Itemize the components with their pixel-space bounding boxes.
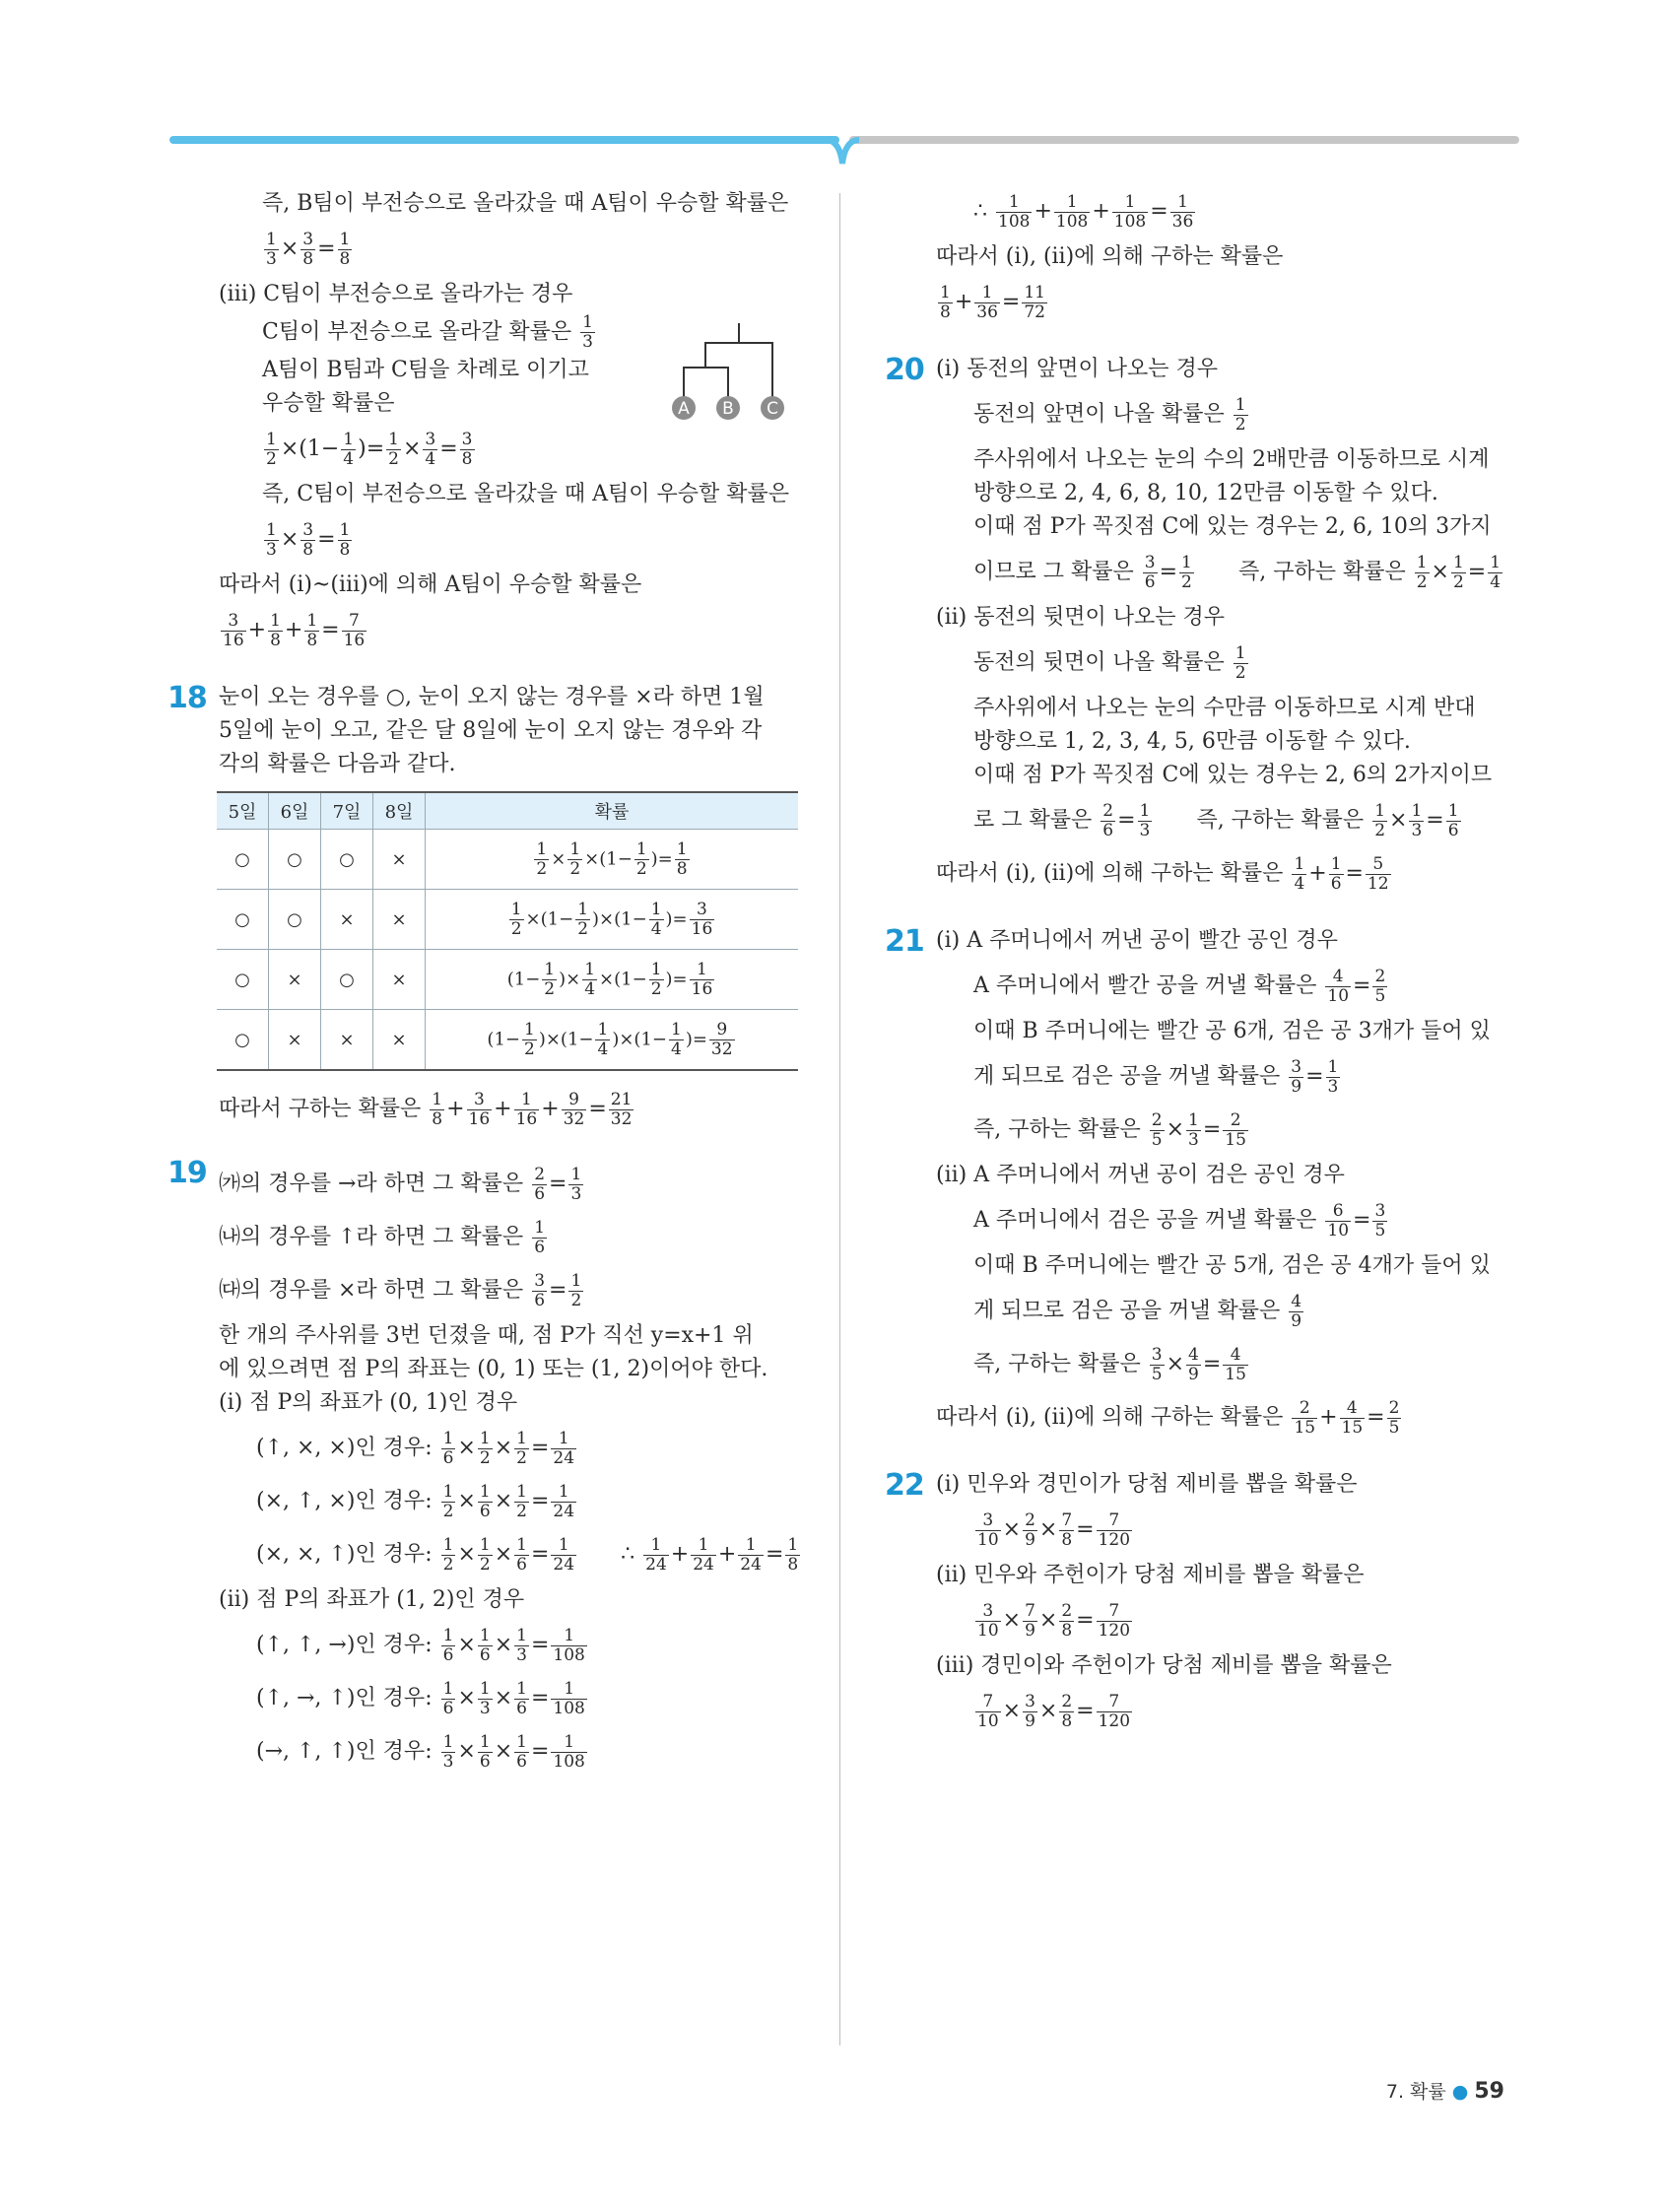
math-line: $\frac{1}{2}$ ×(1− $\frac{1}{4}$ )= $\frac{1}{2}$ × $\frac{3}{4}$ = $\frac{3}{8}$ xyxy=(266,429,473,469)
text-line: 눈이 오는 경우를 ○, 눈이 오지 않는 경우를 ×라 하면 1월 xyxy=(219,685,765,709)
text-line: 따라서 (ⅰ), (ⅱ)에 의해 구하는 확률은 xyxy=(936,244,1284,269)
question-number: 18 xyxy=(167,681,207,715)
math-line: (↑, →, ↑)인 경우: $\frac{1}{6}$ × $\frac{1}{3}$ × $\frac{1}{6}$ = $\frac{1}{108}$ xyxy=(256,1678,585,1718)
math-line: $\frac{7}{10}$ × $\frac{3}{9}$ × $\frac{2}{8}$ = $\frac{7}{120}$ xyxy=(977,1691,1131,1731)
math-line: $\frac{1}{3}$ × $\frac{3}{8}$ = $\frac{1}{8}$ xyxy=(266,229,351,269)
table-cell: × xyxy=(373,890,426,950)
math-line: 따라서 (ⅰ), (ⅱ)에 의해 구하는 확률은 $\frac{2}{15}$ + $\frac{4}{15}$ = $\frac{2}{5}$ xyxy=(936,1397,1400,1438)
text-line: 방향으로 1, 2, 3, 4, 5, 6만큼 이동할 수 있다. xyxy=(973,729,1411,754)
case-iii-block xyxy=(219,313,810,419)
question-number: 22 xyxy=(885,1468,924,1503)
text-line: 주사위에서 나오는 눈의 수의 2배만큼 이동하므로 시계 xyxy=(973,447,1490,472)
tournament-bracket-diagram xyxy=(664,313,792,432)
text-line: 한 개의 주사위를 3번 던졌을 때, 점 P가 직선 y=x+1 위 xyxy=(219,1323,754,1348)
math-line: 동전의 앞면이 나올 확률은 $\frac{1}{2}$ xyxy=(973,394,1246,435)
math-line: 이므로 그 확률은 $\frac{3}{6}$ = $\frac{1}{2}$ xyxy=(973,552,1192,592)
text-line: 즉, B팀이 부전승으로 올라갔을 때 A팀이 우승할 확률은 xyxy=(262,191,789,216)
math-line: ㈏의 경우를 ↑라 하면 그 확률은 $\frac{1}{6}$ xyxy=(219,1217,546,1257)
bullet-icon: ● xyxy=(1451,2081,1469,2103)
table-cell: × xyxy=(321,890,373,950)
column-divider xyxy=(839,193,840,2045)
text-line: (ⅲ) 경민이와 주헌이가 당첨 제비를 뽑을 확률은 xyxy=(936,1653,1392,1678)
math-line: (↑, ↑, →)인 경우: $\frac{1}{6}$ × $\frac{1}{6}$ × $\frac{1}{3}$ = $\frac{1}{108}$ xyxy=(256,1625,585,1665)
text-line: 주사위에서 나오는 눈의 수만큼 이동하므로 시계 반대 xyxy=(973,696,1476,720)
text-line: 방향으로 2, 4, 6, 8, 10, 12만큼 이동할 수 있다. xyxy=(973,481,1438,505)
text-line: C팀이 부전승으로 올라갈 확률은 $\frac{1}{3}$ xyxy=(262,312,593,352)
math-line: ∴ $\frac{1}{108}$ + $\frac{1}{108}$ + $\frac{1}{108}$ = $\frac{1}{36}$ xyxy=(973,191,1194,232)
math-line: A 주머니에서 빨간 공을 꺼낼 확률은 $\frac{4}{10}$ = $\frac{2}{5}$ xyxy=(973,966,1386,1006)
diagram-label-c: C xyxy=(767,399,778,419)
math-line: ∴ $\frac{1}{24}$ + $\frac{1}{24}$ + $\frac{1}{24}$ = $\frac{1}{8}$ xyxy=(621,1534,799,1575)
table-cell: ○ xyxy=(217,1010,269,1071)
page-footer xyxy=(1386,2077,1504,2104)
question-22 xyxy=(885,1468,1527,1738)
table-cell: × xyxy=(373,950,426,1010)
question-18 xyxy=(167,681,810,1136)
table-cell: ○ xyxy=(321,950,373,1010)
text-line: (ⅲ) C팀이 부전승으로 올라가는 경우 xyxy=(219,282,573,306)
table-header: 6일 xyxy=(269,792,321,830)
math-line: ㈐의 경우를 ×라 하면 그 확률은 $\frac{3}{6}$ = $\frac{1}{2}$ xyxy=(219,1270,582,1310)
table-cell: × xyxy=(269,1010,321,1071)
table-header: 7일 xyxy=(321,792,373,830)
text-line: (ⅱ) 동전의 뒷면이 나오는 경우 xyxy=(936,605,1225,630)
text-line: 우승할 확률은 xyxy=(262,391,395,416)
question-20 xyxy=(885,353,1527,901)
math-line: 즉, 구하는 확률은 $\frac{3}{5}$ × $\frac{4}{9}$ = $\frac{4}{15}$ xyxy=(973,1344,1246,1384)
text-line: (ⅱ) A 주머니에서 꺼낸 공이 검은 공인 경우 xyxy=(936,1163,1345,1187)
text-line: 이때 점 P가 꼭짓점 C에 있는 경우는 2, 6의 2가지이므 xyxy=(973,763,1493,787)
table-row xyxy=(217,890,798,950)
table-cell: × xyxy=(321,1010,373,1071)
table-row xyxy=(217,950,798,1010)
math-line: (×, ×, ↑)인 경우: $\frac{1}{2}$ × $\frac{1}{2}$ × $\frac{1}{6}$ = $\frac{1}{24}$ xyxy=(256,1534,575,1575)
math-line: $\frac{3}{10}$ × $\frac{7}{9}$ × $\frac{2}{8}$ = $\frac{7}{120}$ xyxy=(977,1600,1131,1641)
top-bar-notch xyxy=(826,136,859,166)
math-line: 동전의 뒷면이 나올 확률은 $\frac{1}{2}$ xyxy=(973,642,1246,683)
question-19 xyxy=(167,1156,810,1778)
table-cell-probability: $\frac{1}{2}$ × $\frac{1}{2}$ ×(1− $\frac{1}{2}$ )= $\frac{1}{8}$ xyxy=(426,830,799,890)
math-line: $\frac{3}{16}$ + $\frac{1}{8}$ + $\frac{1}{8}$ = $\frac{7}{16}$ xyxy=(223,610,366,650)
table-cell: ○ xyxy=(217,890,269,950)
page-number: 59 xyxy=(1474,2079,1504,2104)
math-line: ㈎의 경우를 →라 하면 그 확률은 $\frac{2}{6}$ = $\frac{1}{3}$ xyxy=(219,1164,582,1204)
top-bar-right xyxy=(849,136,1519,144)
text-line: 각의 확률은 다음과 같다. xyxy=(219,752,456,776)
text-line: 이때 B 주머니에는 빨간 공 6개, 검은 공 3개가 들어 있 xyxy=(973,1019,1491,1043)
table-cell: ○ xyxy=(217,950,269,1010)
text-line: 이때 B 주머니에는 빨간 공 5개, 검은 공 4개가 들어 있 xyxy=(973,1253,1491,1278)
left-column xyxy=(167,185,810,1778)
table-header: 5일 xyxy=(217,792,269,830)
top-bar-left xyxy=(169,136,839,144)
math-line: 즉, 구하는 확률은 $\frac{1}{2}$ × $\frac{1}{3}$ = $\frac{1}{6}$ xyxy=(1196,800,1459,840)
text-line: (ⅰ) A 주머니에서 꺼낸 공이 빨간 공인 경우 xyxy=(936,928,1338,953)
table-header: 확률 xyxy=(426,792,799,830)
text-line: (ⅱ) 민우와 주헌이가 당첨 제비를 뽑을 확률은 xyxy=(936,1563,1365,1587)
question-number: 21 xyxy=(885,924,924,959)
text-line: (ⅰ) 점 P의 좌표가 (0, 1)인 경우 xyxy=(219,1390,518,1415)
text-line: 5일에 눈이 오고, 같은 달 8일에 눈이 오지 않는 경우와 각 xyxy=(219,718,763,743)
question-21 xyxy=(885,924,1527,1444)
table-cell-probability: (1− $\frac{1}{2}$ )×(1− $\frac{1}{4}$ )×(1− $\frac{1}{4}$ )= $\frac{9}{32}$ xyxy=(426,1010,799,1071)
text-line: 즉, C팀이 부전승으로 올라갔을 때 A팀이 우승할 확률은 xyxy=(262,482,789,506)
math-line: $\frac{1}{8}$ + $\frac{1}{36}$ = $\frac{11}{72}$ xyxy=(940,282,1045,322)
diagram-label-a: A xyxy=(678,399,690,419)
math-line: (↑, ×, ×)인 경우: $\frac{1}{6}$ × $\frac{1}{2}$ × $\frac{1}{2}$ = $\frac{1}{24}$ xyxy=(256,1428,575,1468)
table-row xyxy=(217,1010,798,1071)
math-line: A 주머니에서 검은 공을 꺼낼 확률은 $\frac{6}{10}$ = $\frac{3}{5}$ xyxy=(973,1200,1386,1240)
math-line: 따라서 (ⅰ), (ⅱ)에 의해 구하는 확률은 $\frac{1}{4}$ + $\frac{1}{6}$ = $\frac{5}{12}$ xyxy=(936,853,1389,894)
math-line: 게 되므로 검은 공을 꺼낼 확률은 $\frac{3}{9}$ = $\frac{1}{3}$ xyxy=(973,1056,1339,1097)
table-cell: ○ xyxy=(269,830,321,890)
diagram-label-b: B xyxy=(722,399,734,419)
text-line: 에 있으려면 점 P의 좌표는 (0, 1) 또는 (1, 2)이어야 한다. xyxy=(219,1357,768,1381)
right-column xyxy=(885,185,1527,1738)
math-line: (×, ↑, ×)인 경우: $\frac{1}{2}$ × $\frac{1}{6}$ × $\frac{1}{2}$ = $\frac{1}{24}$ xyxy=(256,1481,575,1521)
text-line: 따라서 (ⅰ)~(ⅲ)에 의해 A팀이 우승할 확률은 xyxy=(219,572,642,597)
math-line: 따라서 구하는 확률은 $\frac{1}{8}$ + $\frac{3}{16}$ + $\frac{1}{16}$ + $\frac{9}{32}$ = $\frac{21}{32}$ xyxy=(219,1089,633,1129)
table-cell: × xyxy=(269,950,321,1010)
math-line: 즉, 구하는 확률은 $\frac{2}{5}$ × $\frac{1}{3}$ = $\frac{2}{15}$ xyxy=(973,1109,1246,1150)
table-cell: × xyxy=(373,830,426,890)
text-line: (ⅰ) 민우와 경민이가 당첨 제비를 뽑을 확률은 xyxy=(936,1472,1358,1497)
text-line: A팀이 B팀과 C팀을 차례로 이기고 xyxy=(262,358,589,382)
table-header-row xyxy=(217,792,798,830)
question-number: 20 xyxy=(885,353,924,387)
probability-table xyxy=(217,791,798,1071)
question-number: 19 xyxy=(167,1156,207,1190)
table-cell-probability: (1− $\frac{1}{2}$ )× $\frac{1}{4}$ ×(1− $\frac{1}{2}$ )= $\frac{1}{16}$ xyxy=(426,950,799,1010)
math-line: (→, ↑, ↑)인 경우: $\frac{1}{3}$ × $\frac{1}{6}$ × $\frac{1}{6}$ = $\frac{1}{108}$ xyxy=(256,1731,585,1772)
table-cell: × xyxy=(373,1010,426,1071)
table-cell: ○ xyxy=(321,830,373,890)
text-line: 이때 점 P가 꼭짓점 C에 있는 경우는 2, 6, 10의 3가지 xyxy=(973,514,1492,539)
math-line: $\frac{3}{10}$ × $\frac{2}{9}$ × $\frac{7}{8}$ = $\frac{7}{120}$ xyxy=(977,1509,1131,1550)
math-line: 게 되므로 검은 공을 꺼낼 확률은 $\frac{4}{9}$ xyxy=(973,1291,1302,1331)
table-cell: ○ xyxy=(217,830,269,890)
table-header: 8일 xyxy=(373,792,426,830)
math-line: 즉, 구하는 확률은 $\frac{1}{2}$ × $\frac{1}{2}$ = $\frac{1}{4}$ xyxy=(1237,552,1501,592)
table-cell-probability: $\frac{1}{2}$ ×(1− $\frac{1}{2}$ )×(1− $\frac{1}{4}$ )= $\frac{3}{16}$ xyxy=(426,890,799,950)
chapter-label: 7. 확률 xyxy=(1385,2081,1446,2103)
text-line: (ⅰ) 동전의 앞면이 나오는 경우 xyxy=(936,357,1218,381)
text-line: (ⅱ) 점 P의 좌표가 (1, 2)인 경우 xyxy=(219,1587,525,1612)
table-row xyxy=(217,830,798,890)
math-line: 로 그 확률은 $\frac{2}{6}$ = $\frac{1}{3}$ xyxy=(973,800,1151,840)
table-cell: ○ xyxy=(269,890,321,950)
math-line: $\frac{1}{3}$ × $\frac{3}{8}$ = $\frac{1}{8}$ xyxy=(266,519,351,560)
